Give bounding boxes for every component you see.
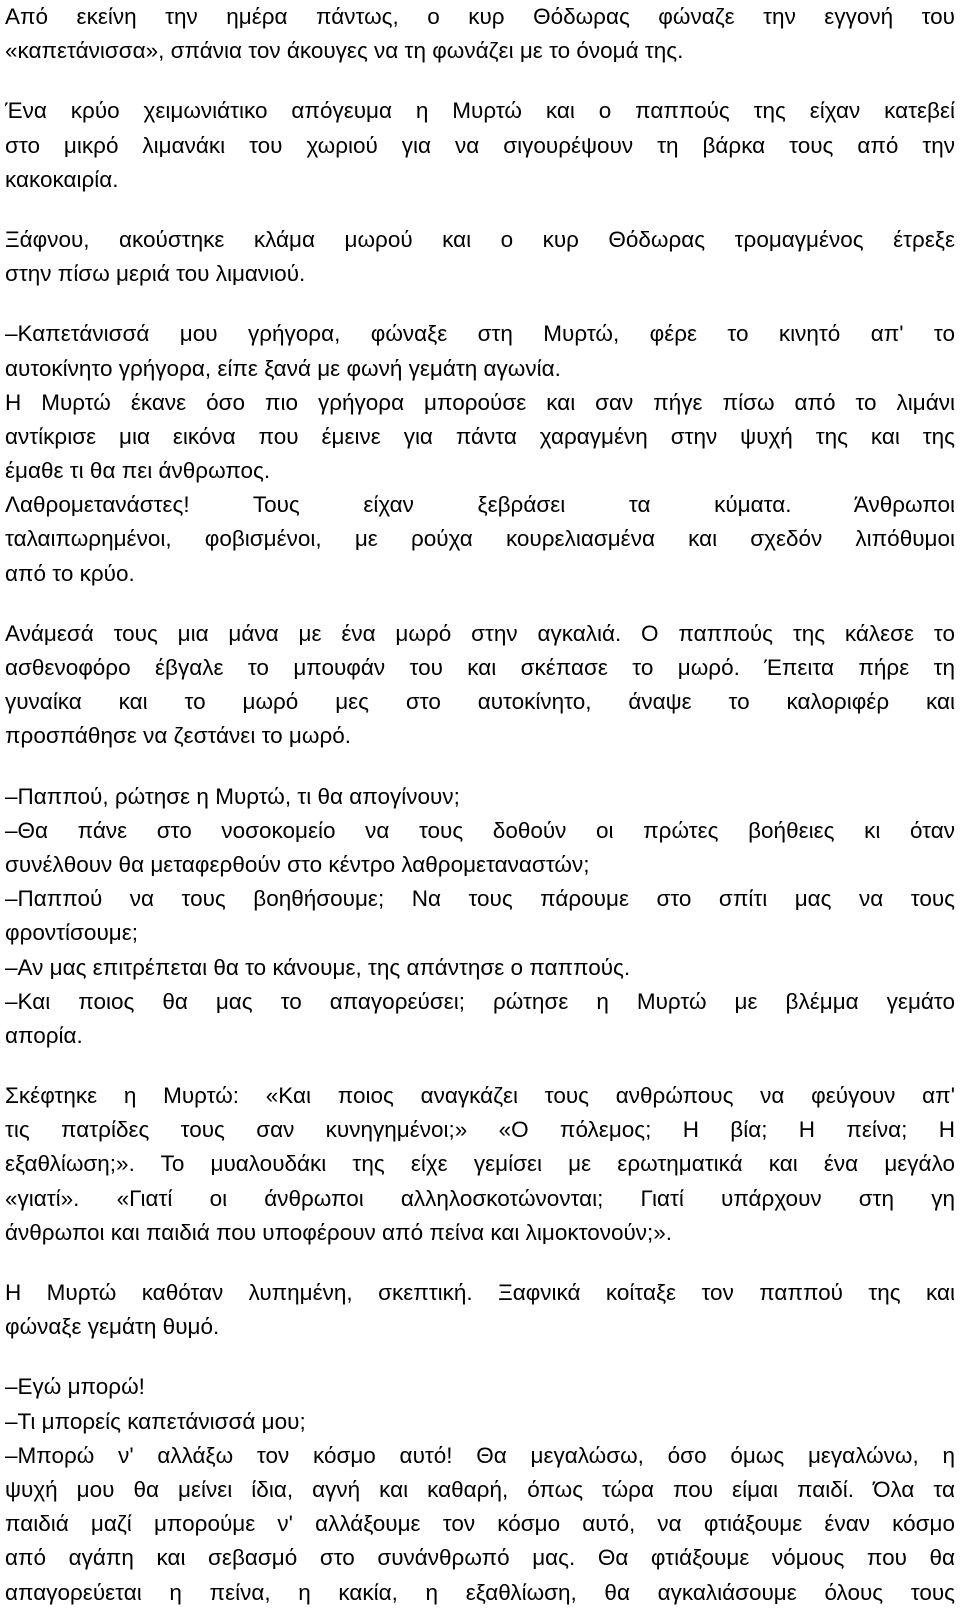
text-line: –Εγώ μπορώ! <box>5 1374 145 1400</box>
text-line: εξαθλίωση;». Το μυαλουδάκι της είχε γεμίσει με ερωτηματικά και ένα μεγάλο <box>5 1151 955 1177</box>
text-line: προσπάθησε να ζεστάνει το μωρό. <box>5 723 352 749</box>
text-line: –Παππού, ρώτησε η Μυρτώ, τι θα απογίνουν; <box>5 783 460 809</box>
text-line: Η Μυρτώ έκανε όσο πιο γρήγορα μπορούσε και σαν πήγε πίσω από το λιμάνι <box>5 389 955 415</box>
text-line: Ξάφνου, ακούστηκε κλάμα μωρού και ο κυρ Θόδωρας τρομαγμένος έτρεξε <box>5 226 955 252</box>
paragraph-gap <box>5 68 955 94</box>
text-line: αυτοκίνητο γρήγορα, είπε ξανά με φωνή γεμάτη αγωνία. <box>5 355 561 381</box>
text-line: αντίκρισε μια εικόνα που έμεινε για πάντα χαραγμένη στην ψυχή της και της <box>5 423 955 449</box>
paragraph <box>5 0 955 68</box>
paragraph-gap <box>5 291 955 317</box>
text-line: απαγορεύεται η πείνα, η κακία, η εξαθλίωση, θα αγκαλιάσουμε όλους τους <box>5 1579 955 1605</box>
text-line: –Αν μας επιτρέπεται θα το κάνουμε, της απάντησε ο παππούς. <box>5 954 631 980</box>
text-line: «καπετάνισσα», σπάνια τον άκουγες να τη φωνάζει με το όνομά της. <box>5 38 684 64</box>
text-line: ταλαιπωρημένοι, φοβισμένοι, με ρούχα κουρελιασμένα και σχεδόν λιπόθυμοι <box>5 526 955 552</box>
paragraph-gap <box>5 591 955 617</box>
text-line: Από εκείνη την ημέρα πάντως, ο κυρ Θόδωρας φώναζε την εγγονή του <box>5 4 955 29</box>
document-page <box>5 0 955 1610</box>
paragraph <box>5 1276 955 1344</box>
text-line: συνέλθουν θα μεταφερθούν στο κέντρο λαθρομεταναστών; <box>5 851 590 877</box>
text-line: –Και ποιος θα μας το απαγορεύσει; ρώτησε η Μυρτώ με βλέμμα γεμάτο <box>5 988 955 1014</box>
text-line: τις πατρίδες τους σαν κυνηγημένοι;» «Ο πόλεμος; Η βία; Η πείνα; Η <box>5 1117 955 1143</box>
paragraph-gap <box>5 1053 955 1079</box>
paragraph <box>5 94 955 197</box>
text-line: –Τι μπορείς καπετάνισσά μου; <box>5 1408 306 1434</box>
text-line: απορία. <box>5 1022 83 1048</box>
paragraph <box>5 317 955 591</box>
text-line: από το κρύο. <box>5 560 135 586</box>
paragraph-gap <box>5 1344 955 1370</box>
paragraph-gap <box>5 754 955 780</box>
text-line: ασθενοφόρο έβγαλε το μπουφάν του και σκέπασε το μωρό. Έπειτα πήρε τη <box>5 655 955 680</box>
text-line: κακοκαιρία. <box>5 166 119 192</box>
text-line: στο μικρό λιμανάκι του χωριού για να σιγουρέψουν τη βάρκα τους από την <box>5 132 955 158</box>
paragraph <box>5 780 955 1054</box>
text-line: Ένα κρύο χειμωνιάτικο απόγευμα η Μυρτώ και ο παππούς της είχαν κατεβεί <box>5 98 955 124</box>
paragraph <box>5 1079 955 1250</box>
text-line: φώναξε γεμάτη θυμό. <box>5 1314 220 1340</box>
text-line: Σκέφτηκε η Μυρτώ: «Και ποιος αναγκάζει τους ανθρώπους να φεύγουν απ' <box>5 1083 955 1109</box>
text-line: ψυχή μου θα μείνει ίδια, αγνή και καθαρή, όπως τώρα που είμαι παιδί. Όλα τα <box>5 1476 955 1502</box>
text-line: από αγάπη και σεβασμό στο συνάνθρωπό μας. Θα φτιάξουμε νόμους που θα <box>5 1545 955 1571</box>
paragraph <box>5 1370 955 1609</box>
text-line: έμαθε τι θα πει άνθρωπος. <box>5 458 271 484</box>
document-body <box>5 0 955 1610</box>
text-line: γυναίκα και το μωρό μες στο αυτοκίνητο, άναψε το καλοριφέρ και <box>5 689 955 715</box>
text-line: Λαθρομετανάστες! Τους είχαν ξεβράσει τα κύματα. Άνθρωποι <box>5 492 955 518</box>
paragraph-gap <box>5 1250 955 1276</box>
text-line: «γιατί». «Γιατί οι άνθρωποι αλληλοσκοτώνονται; Γιατί υπάρχουν στη γη <box>5 1185 955 1211</box>
text-line: –Θα πάνε στο νοσοκομείο να τους δοθούν οι πρώτες βοήθειες κι όταν <box>5 817 955 843</box>
text-line: Η Μυρτώ καθόταν λυπημένη, σκεπτική. Ξαφνικά κοίταξε τον παππού της και <box>5 1280 955 1305</box>
text-line: –Μπορώ ν' αλλάξω τον κόσμο αυτό! Θα μεγαλώσω, όσο όμως μεγαλώνω, η <box>5 1442 955 1468</box>
text-line: παιδιά μαζί μπορούμε ν' αλλάξουμε τον κόσμο αυτό, να φτιάξουμε έναν κόσμο <box>5 1511 955 1537</box>
text-line: –Παππού να τους βοηθήσουμε; Να τους πάρουμε στο σπίτι μας να τους <box>5 886 955 912</box>
paragraph-gap <box>5 197 955 223</box>
text-line: φροντίσουμε; <box>5 920 138 946</box>
text-line: άνθρωποι και παιδιά που υποφέρουν από πείνα και λιμοκτονούν;». <box>5 1219 673 1245</box>
text-line: Ανάμεσά τους μια μάνα με ένα μωρό στην αγκαλιά. Ο παππούς της κάλεσε το <box>5 620 955 646</box>
paragraph <box>5 617 955 754</box>
text-line: –Καπετάνισσά μου γρήγορα, φώναξε στη Μυρτώ, φέρε το κινητό απ' το <box>5 321 955 347</box>
paragraph <box>5 223 955 291</box>
text-line: στην πίσω μεριά του λιμανιού. <box>5 261 306 287</box>
